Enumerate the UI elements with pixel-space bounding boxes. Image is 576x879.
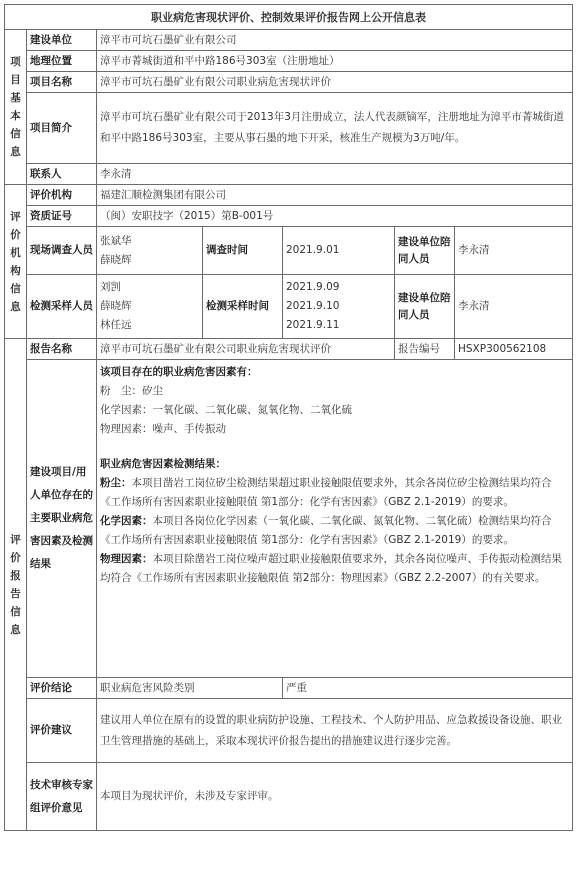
section-char: 息 [10, 146, 21, 158]
report-number-label: 报告编号 [395, 339, 455, 360]
agency-label: 评价机构 [27, 185, 97, 206]
section-char: 项 [10, 56, 21, 68]
conclusion-key: 职业病危害风险类别 [97, 678, 283, 699]
section-char: 信 [10, 282, 21, 295]
survey-staff-label: 现场调查人员 [27, 227, 97, 275]
report-number-value: HSXP300562108 [455, 339, 573, 360]
escort-label: 建设单位陪同人员 [395, 227, 455, 275]
report-name-value: 漳平市可坑石墨矿业有限公司职业病危害现状评价 [97, 339, 395, 360]
section-report-info [5, 339, 27, 831]
escort2-label: 建设单位陪同人员 [395, 275, 455, 339]
escort-value: 李永清 [455, 227, 573, 275]
section-char: 信 [10, 605, 21, 618]
survey-time-value: 2021.9.01 [283, 227, 395, 275]
cert-label: 资质证号 [27, 206, 97, 227]
disclosure-table [4, 4, 573, 831]
sampling-person: 林任远 [100, 319, 132, 331]
section-char: 报 [10, 569, 21, 582]
hazards-content [97, 360, 573, 678]
section-label [5, 531, 26, 639]
section-char: 告 [10, 587, 21, 600]
section-char: 机 [10, 246, 21, 259]
chem-result: 本项目各岗位化学因素（一氧化碳、二氧化碳、氮氧化物、二氧化硫）检测结果均符合《工作场所有害因素职业接触限值 第1部分：化学有害因素》（GBZ 2.1-2019）的要求。 [100, 515, 552, 546]
location-value: 漳平市菁城街道和平中路186号303室（注册地址） [97, 51, 573, 72]
sampling-person: 刘剀 [100, 281, 121, 293]
sampling-staff-value [97, 275, 203, 339]
project-intro-label: 项目简介 [27, 93, 97, 164]
section-label [5, 208, 26, 316]
expert-value: 本项目为现状评价，未涉及专家评审。 [97, 763, 573, 831]
section-project-info [5, 30, 27, 185]
section-char: 评 [10, 210, 21, 223]
contact-value: 李永清 [97, 164, 573, 185]
sampling-time-value [283, 275, 395, 339]
results-heading: 职业病危害因素检测结果： [100, 458, 226, 470]
location-label: 地理位置 [27, 51, 97, 72]
cert-value: （闽）安职技字（2015）第B-001号 [97, 206, 573, 227]
dust-result: 本项目凿岩工岗位矽尘检测结果超过职业接触限值要求外，其余各岗位矽尘检测结果均符合《工作场所有害因素职业接触限值 第1部分：化学有害因素》（GBZ 2.1-2019）的要求。 [100, 477, 552, 508]
contact-label: 联系人 [27, 164, 97, 185]
section-org-info [5, 185, 27, 339]
hazards-label: 建设项目/用人单位存在的主要职业病危害因素及检测结果 [27, 360, 97, 678]
dust-tag: 粉尘： [100, 477, 132, 489]
survey-time-label: 调查时间 [203, 227, 283, 275]
hazards-heading: 该项目存在的职业病危害因素有： [100, 366, 258, 378]
sampling-date: 2021.9.09 [286, 281, 340, 293]
section-char: 目 [10, 74, 21, 86]
section-char: 本 [10, 110, 21, 122]
section-char: 价 [10, 551, 21, 564]
conclusion-label: 评价结论 [27, 678, 97, 699]
suggestion-label: 评价建议 [27, 699, 97, 763]
phys-tag: 物理因素： [100, 553, 153, 565]
conclusion-value: 严重 [283, 678, 573, 699]
chem-tag: 化学因素： [100, 515, 153, 527]
escort2-value: 李永清 [455, 275, 573, 339]
sampling-date: 2021.9.11 [286, 319, 340, 331]
survey-person: 张斌华 [100, 234, 132, 247]
survey-staff-value [97, 227, 203, 275]
table-title: 职业病危害现状评价、控制效果评价报告网上公开信息表 [5, 5, 573, 30]
chem-line: 化学因素：一氧化碳、二氧化碳、氮氧化物、二氧化硫 [100, 404, 352, 416]
project-name-value: 漳平市可坑石墨矿业有限公司职业病危害现状评价 [97, 72, 573, 93]
section-char: 基 [10, 92, 21, 104]
section-label [5, 53, 26, 161]
dust-line: 粉 尘：矽尘 [100, 385, 163, 397]
unit-value: 漳平市可坑石墨矿业有限公司 [97, 30, 573, 51]
expert-label: 技术审核专家组评价意见 [27, 763, 97, 831]
sampling-person: 薛晓辉 [100, 300, 132, 312]
suggestion-value: 建议用人单位在原有的设置的职业病防护设施、工程技术、个人防护用品、应急救援设备设施、职业卫生管理措施的基础上，采取本现状评价报告提出的措施建议进行逐步完善。 [97, 699, 573, 763]
phys-line: 物理因素：噪声、手传振动 [100, 423, 226, 435]
report-name-label: 报告名称 [27, 339, 97, 360]
section-char: 评 [10, 533, 21, 546]
phys-result: 本项目除凿岩工岗位噪声超过职业接触限值要求外，其余各岗位噪声、手传振动检测结果均符合《工作场所有害因素职业接触限值 第2部分：物理因素》（GBZ 2.2-2007）的有关要求。 [100, 553, 562, 584]
sampling-time-label: 检测采样时间 [203, 275, 283, 339]
section-char: 信 [10, 128, 21, 140]
project-name-label: 项目名称 [27, 72, 97, 93]
project-intro-value: 漳平市可坑石墨矿业有限公司于2013年3月注册成立，法人代表颜镝军，注册地址为漳平市菁城街道和平中路186号303室，主要从事石墨的地下开采，核准生产规模为3万吨/年。 [97, 93, 573, 164]
section-char: 息 [10, 623, 21, 636]
agency-value: 福建汇顺检测集团有限公司 [97, 185, 573, 206]
section-char: 价 [10, 228, 21, 241]
unit-label: 建设单位 [27, 30, 97, 51]
section-char: 构 [10, 264, 21, 277]
sampling-date: 2021.9.10 [286, 300, 340, 312]
sampling-staff-label: 检测采样人员 [27, 275, 97, 339]
survey-person: 薛晓辉 [100, 253, 132, 266]
section-char: 息 [10, 300, 21, 313]
